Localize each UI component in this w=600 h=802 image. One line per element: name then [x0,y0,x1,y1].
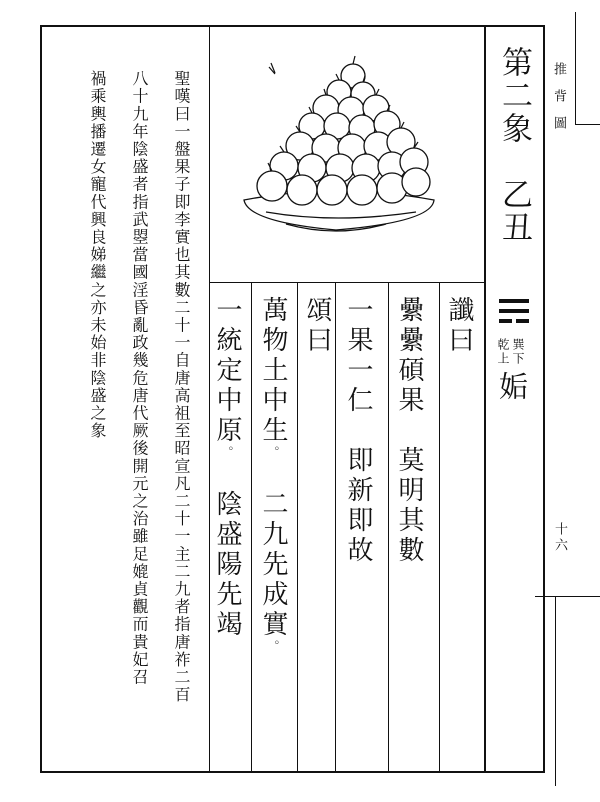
outer-bottom-rule [40,771,545,773]
hexagram-name: 姤 [495,371,529,402]
margin-bracket-bottom-horizontal [535,596,600,597]
column-rule-4 [297,282,298,773]
hexagram-symbol-icon [497,296,531,330]
margin-bracket-bottom-vertical [555,596,556,786]
column-rule-3 [335,282,336,773]
commentary-line-1: 聖嘆曰一盤果子即李實也其數二十一自唐高祖至昭宣凡二十一主二九者指唐祚二百 [172,70,191,704]
plate-of-fruit-icon [236,52,442,242]
column-rule-1 [439,282,440,773]
trigram-lower: 巽下 [511,338,525,366]
commentary-line-2: 八十九年陰盛者指武曌當國淫昏亂政幾危唐代厥後開元之治雖足媲貞觀而貴妃召 [130,70,149,686]
trigram-upper: 乾上 [496,338,510,366]
song-label: 頌曰 [302,296,332,356]
song-line-2b: 陰盛陽先竭 [212,490,242,640]
chen-line-2: 一果一仁 即新即故 [343,296,373,566]
image-title: 第二象 乙丑 [496,46,532,244]
side-label: 推背圖 [551,62,566,143]
margin-bracket-top-horizontal [575,124,600,125]
outer-top-rule [40,25,545,27]
column-rule-5 [251,282,252,773]
chen-label: 讖曰 [444,296,474,356]
song-line-1b: 二九先成實 。 [260,490,286,656]
outer-right-rule [543,25,545,773]
commentary-divider-rule [209,25,210,773]
column-rule-2 [388,282,389,773]
chen-line-1: 纍纍碩果 莫明其數 [394,296,424,566]
margin-bracket-top-vertical [575,12,576,124]
inner-right-rule [484,25,486,773]
outer-left-rule [40,25,42,773]
page-number: 十六 [552,522,567,554]
song-line-1: 萬物土中生 。 [260,296,286,462]
commentary-line-3: 禍乘輿播遷女寵代興良娣繼之亦未始非陰盛之象 [88,70,107,440]
song-line-2: 一統定中原 。 [214,296,240,462]
